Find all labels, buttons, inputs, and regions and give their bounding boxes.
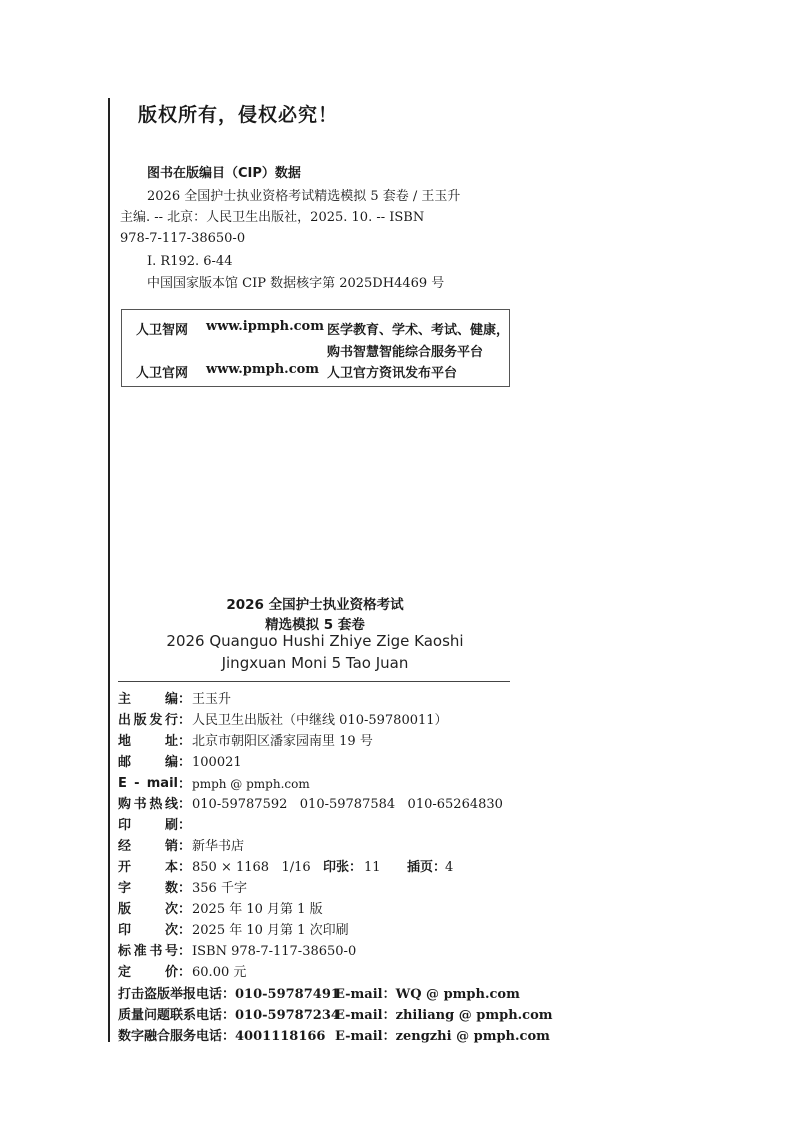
book-title-cn-2: 精选模拟 5 套卷 — [265, 617, 365, 633]
website-name-ipmph: 人卫智网 — [136, 323, 189, 338]
info-row-distributor: 经销：新华书店 — [118, 837, 244, 857]
website-desc-pmph: 人卫官方资讯发布平台 — [327, 366, 458, 381]
info-row-printer: 印刷： — [118, 816, 192, 836]
info-label: 地址 — [118, 734, 178, 749]
cip-title: 图书在版编目（CIP）数据 — [147, 166, 301, 181]
inserts-value: 4 — [445, 860, 454, 875]
cip-line-5: 中国国家版本馆 CIP 数据核字第 2025DH4469 号 — [147, 276, 445, 291]
info-label: 印刷 — [118, 818, 178, 833]
info-label: 开本 — [118, 860, 178, 875]
sheets-label: 印张： — [323, 860, 363, 875]
info-value: 北京市朝阳区潘家园南里 19 号 — [192, 734, 373, 749]
info-value[interactable]: pmph @ pmph.com — [192, 777, 310, 791]
info-label: 经销 — [118, 839, 178, 854]
info-value: 2025 年 10 月第 1 版 — [192, 902, 323, 917]
info-label: 邮编 — [118, 755, 178, 770]
info-row-price: 定价：60.00 元 — [118, 963, 246, 983]
info-label: E - mail — [118, 776, 178, 791]
website-desc-ipmph-2: 购书智慧智能综合服务平台 — [327, 345, 484, 360]
info-label: 出版发行 — [118, 713, 178, 728]
info-value: 356 千字 — [192, 881, 247, 896]
info-row-hotline: 购书热线：010-59787592 010-59787584 010-65264830 — [118, 795, 503, 815]
website-desc-ipmph-1: 医学教育、学术、考试、健康， — [327, 323, 510, 338]
cip-line-4: Ⅰ. R192. 6-44 — [147, 254, 233, 269]
info-value: 王玉升 — [192, 692, 232, 707]
hotline-label: 打击盗版举报电话： — [118, 987, 236, 1002]
rights-notice: 版权所有，侵权必究！ — [138, 104, 339, 126]
sheets-value: 11 — [364, 860, 381, 875]
info-label: 版次 — [118, 902, 178, 917]
info-row-address: 地址：北京市朝阳区潘家园南里 19 号 — [118, 732, 373, 752]
info-value: 100021 — [192, 755, 242, 770]
inserts-label: 插页： — [407, 860, 447, 875]
hotline-quality — [118, 1006, 553, 1026]
website-url-ipmph[interactable]: www.ipmph.com — [206, 319, 324, 334]
book-title-pinyin-2: Jingxuan Moni 5 Tao Juan — [221, 654, 409, 672]
cip-line-3: 978-7-117-38650-0 — [120, 231, 246, 246]
cip-line-2: 主编. -- 北京：人民卫生出版社，2025. 10. -- ISBN — [120, 210, 425, 225]
hotline-phone: 4001118166 — [235, 1029, 326, 1044]
info-row-printing: 印次：2025 年 10 月第 1 次印刷 — [118, 921, 349, 941]
info-value: 人民卫生出版社（中继线 010-59780011） — [192, 713, 448, 728]
website-name-pmph: 人卫官网 — [136, 366, 189, 381]
info-value: 010-59787592 010-59787584 010-65264830 — [192, 797, 503, 812]
info-value: ISBN 978-7-117-38650-0 — [192, 944, 357, 959]
info-label: 标准书号 — [118, 944, 178, 959]
book-title-cn-1: 2026 全国护士执业资格考试 — [226, 597, 404, 613]
hotline-antipiracy — [118, 985, 520, 1005]
hotline-label: 数字融合服务电话： — [118, 1029, 236, 1044]
hotline-email[interactable]: E-mail：WQ @ pmph.com — [335, 987, 520, 1002]
info-row-format: 开本：850 × 1168 1/16 印张： 11 插页： 4 — [118, 858, 311, 878]
info-row-wordcount: 字数：356 千字 — [118, 879, 247, 899]
hotline-digital — [118, 1027, 550, 1047]
website-url-pmph[interactable]: www.pmph.com — [206, 362, 320, 377]
website-box — [121, 309, 510, 387]
divider — [118, 681, 510, 682]
hotline-phone: 010-59787234 — [235, 1008, 340, 1023]
left-margin-rule — [108, 98, 110, 1042]
info-label: 定价 — [118, 965, 178, 980]
book-title-pinyin-1: 2026 Quanguo Hushi Zhiye Zige Kaoshi — [166, 632, 464, 650]
hotline-label: 质量问题联系电话： — [118, 1008, 236, 1023]
info-value: 2025 年 10 月第 1 次印刷 — [192, 923, 349, 938]
info-row-edition: 版次：2025 年 10 月第 1 版 — [118, 900, 323, 920]
info-row-postcode: 邮编：100021 — [118, 753, 242, 773]
info-label: 字数 — [118, 881, 178, 896]
hotline-phone: 010-59787491 — [235, 987, 340, 1002]
info-row-isbn: 标准书号：ISBN 978-7-117-38650-0 — [118, 942, 356, 962]
hotline-email[interactable]: E-mail：zhiliang @ pmph.com — [335, 1008, 553, 1023]
cip-line-1: 2026 全国护士执业资格考试精选模拟 5 套卷 / 王玉升 — [147, 189, 461, 204]
info-row-email: E - mail：pmph @ pmph.com — [118, 776, 310, 792]
info-value: 60.00 元 — [192, 965, 247, 980]
info-label: 主编 — [118, 692, 178, 707]
info-label: 购书热线 — [118, 797, 178, 812]
info-row-editor: 主编：王玉升 — [118, 690, 231, 710]
info-value: 850 × 1168 1/16 — [192, 860, 311, 875]
info-value: 新华书店 — [192, 839, 245, 854]
info-label: 印次 — [118, 923, 178, 938]
hotline-email[interactable]: E-mail：zengzhi @ pmph.com — [335, 1029, 550, 1044]
info-row-publisher: 出版发行：人民卫生出版社（中继线 010-59780011） — [118, 711, 448, 731]
